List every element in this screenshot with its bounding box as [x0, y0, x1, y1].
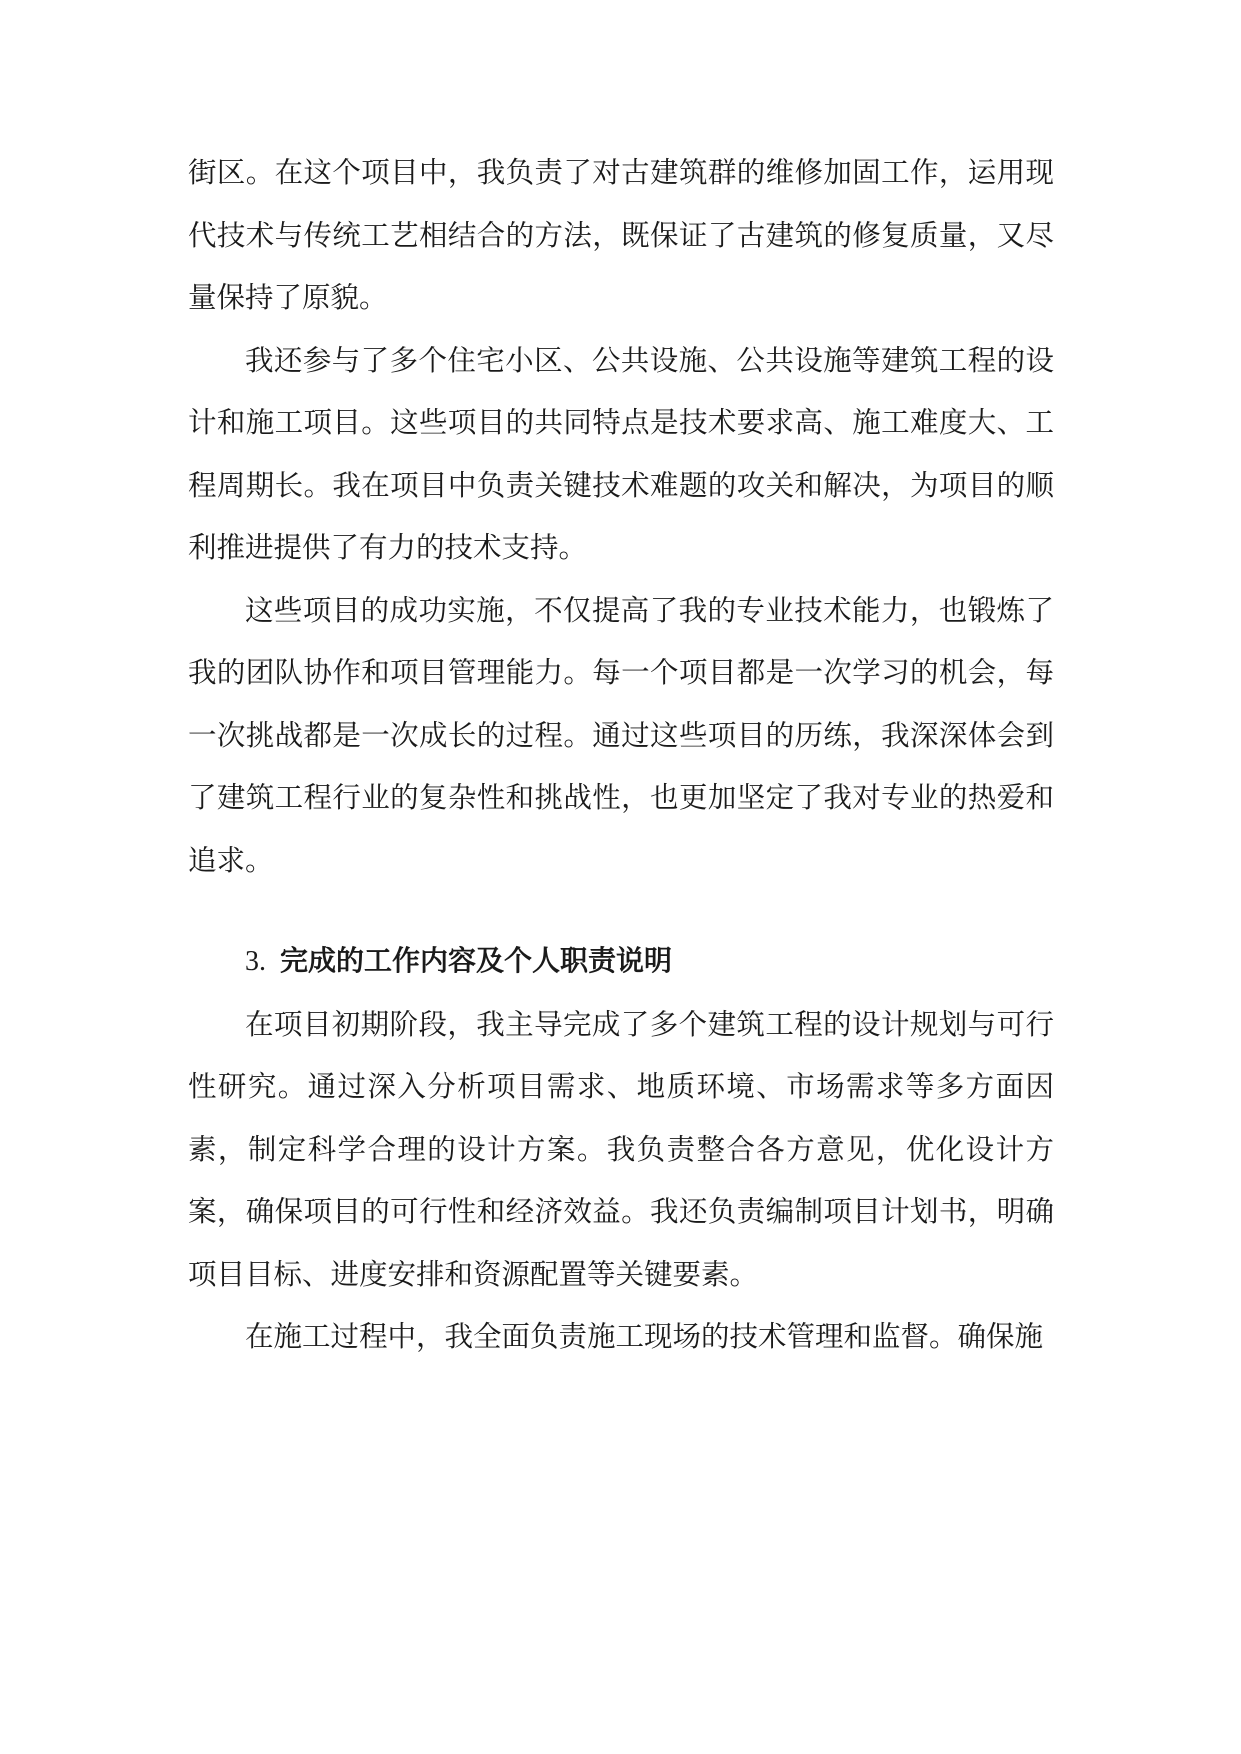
section-number: 3. — [245, 946, 266, 977]
paragraph-planning: 在项目初期阶段，我主导完成了多个建筑工程的设计规划与可行性研究。通过深入分析项目需求、地质环境、市场需求等多方面因素，制定科学合理的设计方案。我负责整合各方意见，优化设计方案，确保项目的可行性和经济效益。我还负责编制项目计划书，明确项目目标、进度安排和资源配置等关键要素。 — [188, 1007, 1054, 1291]
paragraph-continuation: 街区。在这个项目中，我负责了对古建筑群的维修加固工作，运用现代技术与传统工艺相结合的方法，既保证了古建筑的修复质量，又尽量保持了原貌。 — [188, 156, 1054, 314]
section-title: 完成的工作内容及个人职责说明 — [280, 944, 673, 977]
document-body — [188, 142, 1054, 1369]
paragraph-construction: 在施工过程中，我全面负责施工现场的技术管理和监督。确保施 — [245, 1320, 1044, 1353]
paragraph-reflection: 这些项目的成功实施，不仅提高了我的专业技术能力，也锻炼了我的团队协作和项目管理能力。每一个项目都是一次学习的机会，每一次挑战都是一次成长的过程。通过这些项目的历练，我深深体会到了建筑工程行业的复杂性和挑战性，也更加坚定了我对专业的热爱和追求。 — [188, 593, 1054, 877]
paragraph-projects: 我还参与了多个住宅小区、公共设施、公共设施等建筑工程的设计和施工项目。这些项目的共同特点是技术要求高、施工难度大、工程周期长。我在项目中负责关键技术难题的攻关和解决，为项目的顺利推进提供了有力的技术支持。 — [188, 343, 1054, 564]
section-heading — [188, 930, 1054, 994]
